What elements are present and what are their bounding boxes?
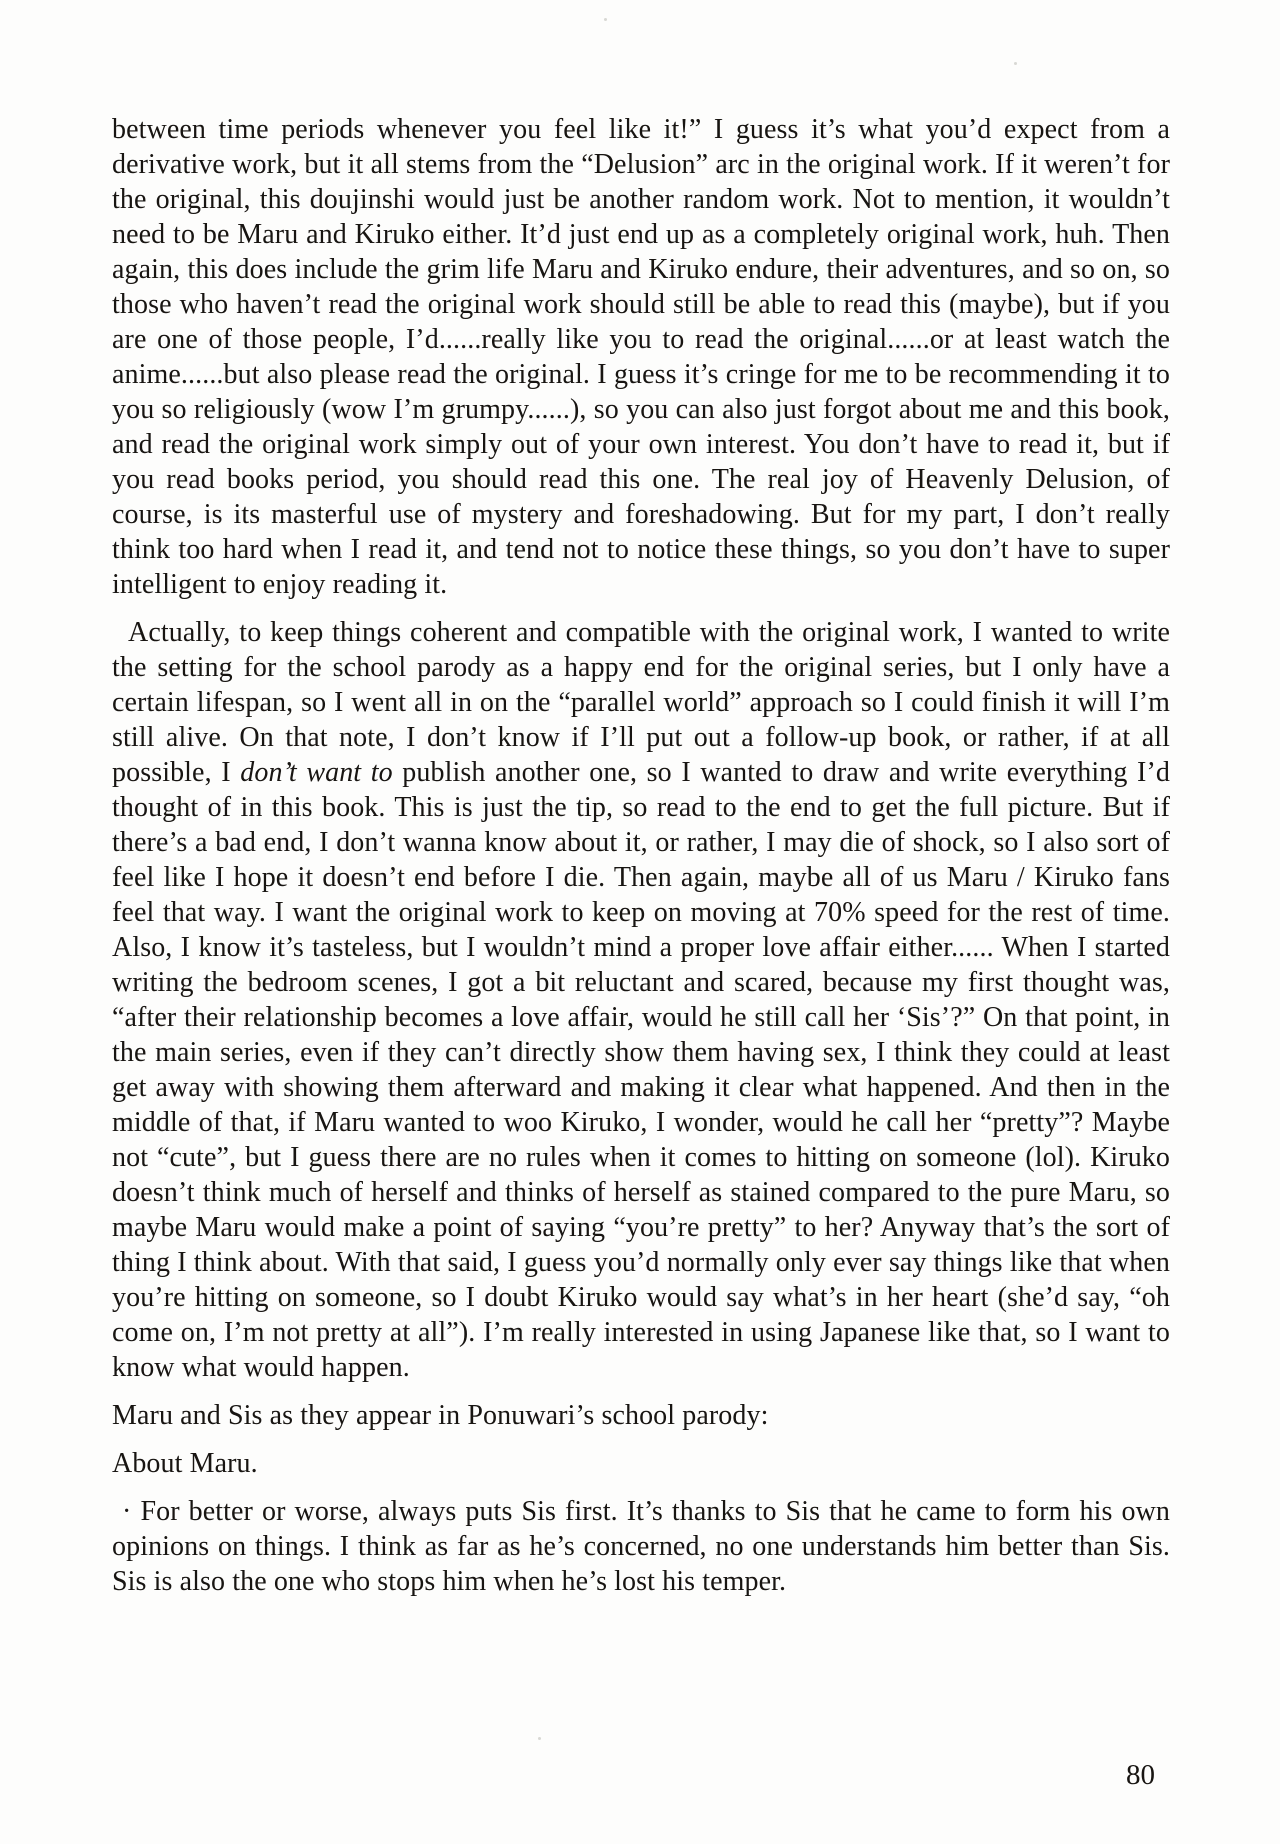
text-run: For better or worse, always puts Sis first. It’s thanks to Sis that he came to form his own opinions on things. I think as far as he’s concerned, no one understands him better than Sis. Sis is also the one who stops him when he’s lost his temper. — [112, 1496, 1170, 1597]
paragraph — [112, 112, 1170, 602]
text-run: Maru and Sis as they appear in Ponuwari’s school parody: — [112, 1400, 769, 1431]
text-run: publish another one, so I wanted to draw and write everything I’d thought of in this book. This is just the tip, so read to the end to get the full picture. But if there’s a bad end, I don’t wanna know about it, or rather, I may die of shock, so I also sort of feel like I hope it doesn’t end before I die. Then again, maybe all of us Maru / Kiruko fans feel that way. I want the original work to keep on moving at 70% speed for the rest of time. Also, I know it’s tasteless, but I wouldn’t mind a proper love affair either...... When I started writing the bedroom scenes, I got a bit reluctant and scared, because my first thought was, “after their relationship becomes a love affair, would he still call her ‘Sis’?” On that point, in the main series, even if they can’t directly show them having sex, I think they could at least get away with showing them afterward and making it clear what happened. And then in the middle of that, if Maru wanted to woo Kiruko, I wonder, would he call her “pretty”? Maybe not “cute”, but I guess there are no rules when it comes to hitting on someone (lol). Kiruko doesn’t think much of herself and thinks of herself as stained compared to the pure Maru, so maybe Maru would make a point of saying “you’re pretty” to her? Anyway that’s the sort of thing I think about. With that said, I guess you’d normally only ever say things like that when you’re hitting on someone, so I doubt Kiruko would say what’s in her heart (she’d say, “oh come on, I’m not pretty at all”). I’m really interested in using Japanese like that, so I want to know what would happen. — [112, 757, 1170, 1383]
paragraph — [112, 1398, 1170, 1433]
page-text — [112, 112, 1170, 1612]
text-run: Actually, to keep things coherent and compatible with the original work, I wanted to write the setting for the school parody as a happy end for the original series, but I only have a certain lifespan, so I went all in on the “parallel world” approach so I could finish it will I’m still alive. On that note, I don’t know if I’ll put out a follow-up book, or rather, if at all possible, I — [112, 617, 1170, 788]
scan-speck — [604, 18, 607, 21]
scan-speck — [1014, 62, 1017, 65]
bullet-dot-icon: · — [122, 1496, 141, 1527]
paragraph — [112, 1446, 1170, 1481]
text-run: About Maru. — [112, 1448, 258, 1479]
paragraph — [112, 615, 1170, 1385]
scan-speck — [538, 1737, 541, 1740]
paragraph — [112, 1494, 1170, 1599]
text-run: between time periods whenever you feel like it!” I guess it’s what you’d expect from a derivative work, but it all stems from the “Delusion” arc in the original work. If it weren’t for the original, this doujinshi would just be another random work. Not to mention, it wouldn’t need to be Maru and Kiruko either. It’d just end up as a completely original work, huh. Then again, this does include the grim life Maru and Kiruko endure, their adventures, and so on, so those who haven’t read the original work should still be able to read this (maybe), but if you are one of those people, I’d......really like you to read the original......or at least watch the anime......but also please read the original. I guess it’s cringe for me to be recommending it to you so religiously (wow I’m grumpy......), so you can also just forgot about me and this book, and read the original work simply out of your own interest. You don’t have to read it, but if you read books period, you should read this one. The real joy of Heavenly Delusion, of course, is its masterful use of mystery and foreshadowing. But for my part, I don’t really think too hard when I read it, and tend not to notice these things, so you don’t have to super intelligent to enjoy reading it. — [112, 114, 1170, 600]
text-run: don’t want to — [240, 757, 393, 788]
page-number: 80 — [1126, 1759, 1155, 1791]
